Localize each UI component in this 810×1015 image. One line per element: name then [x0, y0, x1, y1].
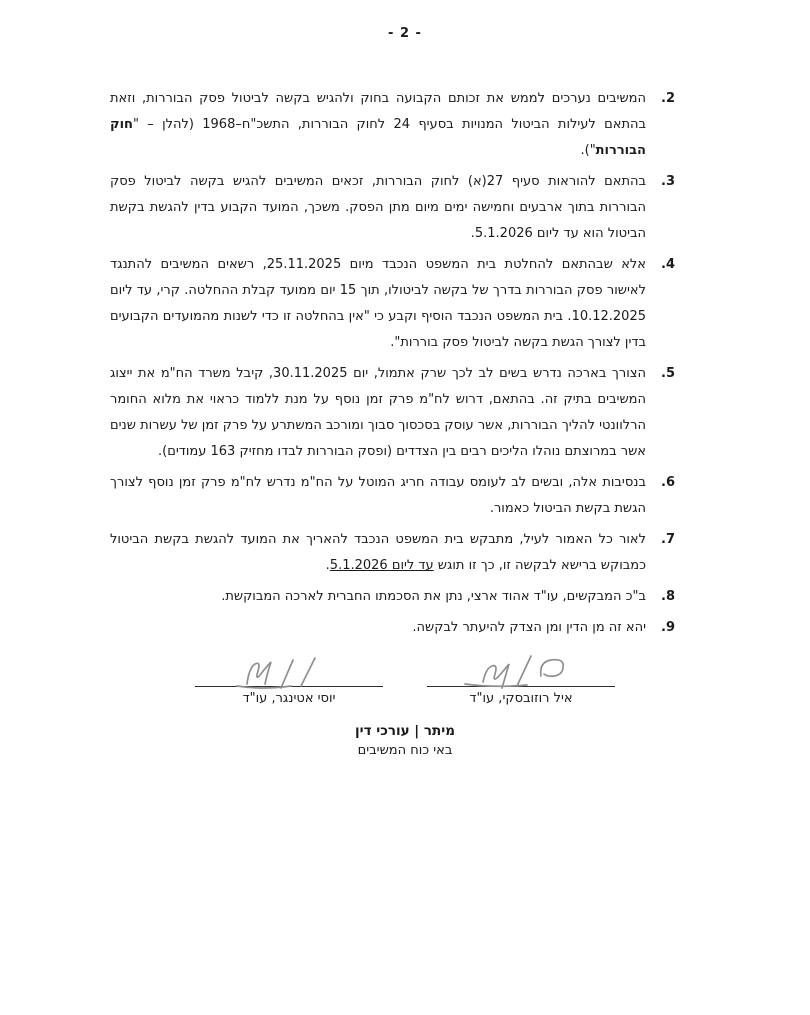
page-number: - 2 - [388, 26, 422, 41]
law-firm-block [0, 722, 810, 760]
document-body [110, 86, 675, 646]
signature-block [0, 640, 810, 760]
paragraph-text: יהא זה מן הדין ומן הצדק להיעתר לבקשה. [412, 620, 646, 635]
signature-col-right [427, 640, 615, 706]
paragraph-number: 3. [661, 174, 675, 189]
paragraph-number: 6. [661, 475, 675, 490]
handwritten-signature-rozovsky [445, 646, 595, 692]
paragraph-2 [110, 86, 675, 164]
paragraph-text: ב"כ המבקשים, עו"ד אהוד ארצי, נתן את הסכמתו החברית לארכה המבוקשת. [221, 589, 646, 604]
paragraph-number: 8. [661, 589, 675, 604]
paragraph-5 [110, 361, 675, 465]
paragraph-3 [110, 169, 675, 247]
paragraph-number: 4. [661, 257, 675, 272]
paragraph-text: הצורך בארכה נדרש בשים לב לכך שרק אתמול, יום 30.11.2025, קיבל משרד הח"מ את ייצוג המשיבים בתיק זה. בהתאם, דרוש לח"מ פרק זמן נוסף על מנת ללמוד כראוי את מלוא החומר הרלוונטי להליך הבוררות, אשר עוסק בסכסוך סבוך ומורכב המשתרע על פרק זמן של עשרות שנים אשר במרוצתם נוהלו הליכים רבים בין הצדדים (ופסק הבוררות לבדו מחזיק 163 עמודים). [110, 366, 646, 459]
paragraph-number: 2. [661, 91, 675, 106]
law-firm-name: מיתר | עורכי דין [354, 723, 456, 739]
signature-line-right [427, 640, 615, 687]
paragraph-text: לאור כל האמור לעיל, מתבקש בית המשפט הנכבד להאריך את המועד להגשת בקשת הביטול כמבוקש ברישא לבקשה זו, כך זו תוגש עד ליום 5.1.2026. [110, 532, 646, 573]
paragraph-text: בהתאם להוראות סעיף 27(א) לחוק הבוררות, זכאים המשיבים להגיש בקשה לביטול פסק הבוררות בתוך ארבעים וחמישה ימים מיום מתן הפסק. משכך, המועד הקבוע בדין להגשת בקשת הביטול הוא עד ליום 5.1.2026. [110, 174, 646, 241]
paragraph-number: 9. [661, 620, 675, 635]
paragraph-9 [110, 615, 675, 641]
signatory-name-ettinger: יוסי אטינגר, עו"ד [242, 691, 336, 706]
paragraph-4 [110, 252, 675, 356]
paragraph-text: המשיבים נערכים לממש את זכותם הקבועה בחוק ולהגיש בקשה לביטול פסק הבוררות, וזאת בהתאם לעילות הביטול המנויות בסעיף 24 לחוק הבוררות, התשכ"ח–1968 (להלן – "חוק הבוררות"). [110, 91, 647, 158]
paragraph-6 [110, 470, 675, 522]
paragraph-7 [110, 527, 675, 579]
handwritten-signature-ettinger [213, 646, 363, 692]
paragraph-list [110, 86, 675, 641]
paragraph-text: אלא שבהתאם להחלטת בית המשפט הנכבד מיום 25.11.2025, רשאים המשיבים להתנגד לאישור פסק הבוררות בדרך של בקשה לביטולו, תוך 15 יום ממועד קבלת ההחלטה. קרי, עד ליום 10.12.2025. בית המשפט הנכבד הוסיף וקבע כי "אין בהחלטה זו כדי לשנות מהמועדים הקבועים בדין לצורך הגשת בקשה לביטול פסק בוררות". [110, 257, 646, 350]
paragraph-number: 5. [661, 366, 675, 381]
signatory-name-rozovsky: איל רוזובסקי, עו"ד [469, 691, 573, 706]
paragraph-text: בנסיבות אלה, ובשים לב לעומס עבודה חריג המוטל על הח"מ נדרש לח"מ פרק זמן נוסף לצורך הגשת בקשת הביטול כאמור. [110, 475, 646, 516]
signature-line-left [195, 640, 383, 687]
signature-col-left [195, 640, 383, 706]
law-firm-role: באי כוח המשיבים [357, 743, 453, 758]
paragraph-8 [110, 584, 675, 610]
paragraph-number: 7. [661, 532, 675, 547]
signature-row [0, 640, 810, 706]
